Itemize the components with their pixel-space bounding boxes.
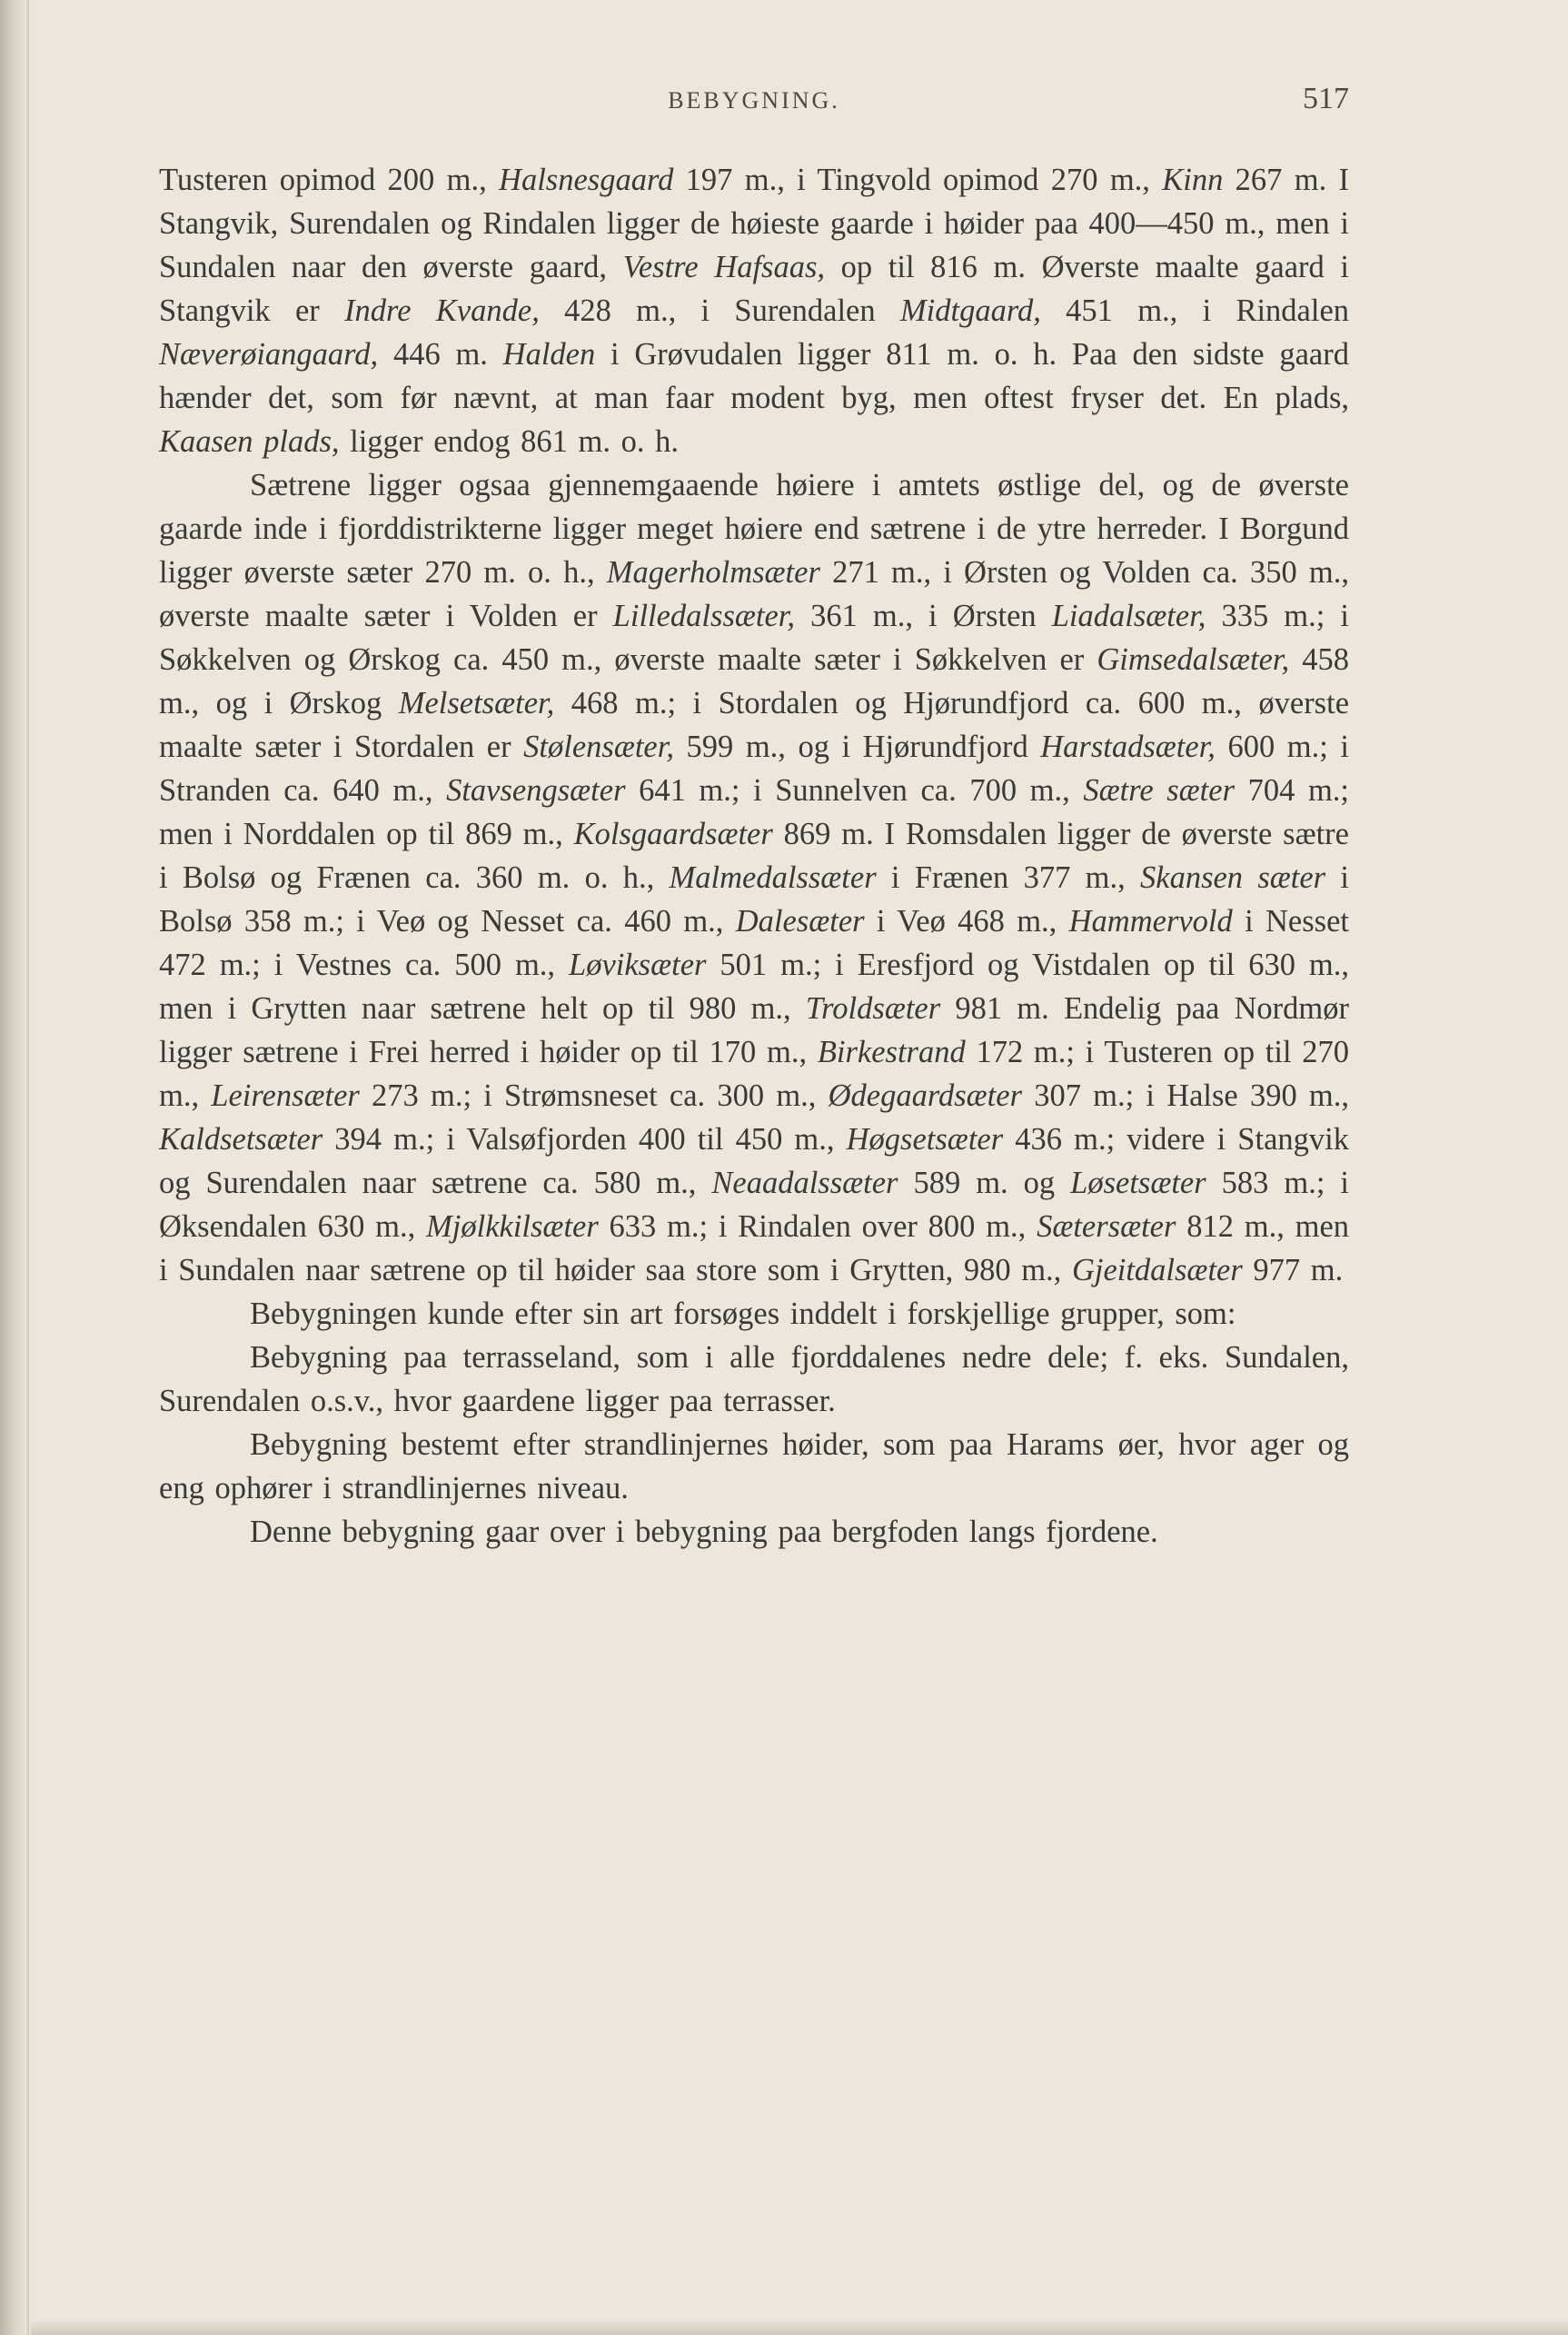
- text-run: i Nesset 472 m.; i Vestnes ca. 500 m.,: [159, 904, 1349, 982]
- italic-place-name: Leirensæter: [211, 1078, 360, 1113]
- text-run: 468 m.; i Stordalen og Hjørundfjord ca. 600 m., øverste maalte sæter i Stordalen er: [159, 686, 1350, 764]
- paragraph: [159, 1292, 1349, 1336]
- paragraph: [159, 158, 1349, 463]
- text-run: 869 m. I Romsdalen ligger de øverste sætre i Bolsø og Frænen ca. 360 m. o. h.,: [159, 817, 1349, 895]
- text-body: [159, 158, 1349, 1554]
- italic-place-name: Løsetsæter: [1070, 1166, 1206, 1200]
- italic-place-name: Høgsetsæter: [846, 1122, 1004, 1157]
- italic-place-name: Halsnesgaard: [499, 163, 674, 197]
- italic-place-name: Gjeitdalsæter: [1071, 1253, 1243, 1287]
- italic-place-name: Indre Kvande,: [344, 293, 540, 328]
- text-run: Bebygningen kunde efter sin art forsøges inddelt i forskjellige grupper, som:: [250, 1297, 1236, 1331]
- text-run: 458 m., og i Ørskog: [159, 642, 1349, 720]
- italic-place-name: Mjølkkilsæter: [426, 1209, 599, 1244]
- italic-place-name: Kaldsetsæter: [159, 1122, 323, 1157]
- text-run: 641 m.; i Sunnelven ca. 700 m.,: [625, 773, 1084, 808]
- italic-place-name: Birkestrand: [817, 1035, 966, 1069]
- italic-place-name: Sætersæter: [1037, 1209, 1176, 1244]
- running-title: BEBYGNING.: [668, 87, 840, 114]
- text-run: Tusteren opimod 200 m.,: [159, 163, 500, 197]
- text-run: 812 m., men i Sundalen naar sætrene op til høider saa store som i Grytten, 980 m.,: [159, 1209, 1350, 1287]
- page-header: [159, 82, 1349, 127]
- text-run: 361 m., i Ørsten: [795, 599, 1052, 633]
- italic-place-name: Melsetsæter,: [398, 686, 555, 720]
- paragraph: [159, 1510, 1349, 1554]
- paragraph: [159, 463, 1349, 1292]
- text-run: Sætrene ligger ogsaa gjennemgaaende høiere i amtets østlige del, og de øverste gaarde inde i fjorddistrikterne ligger meget høiere end sætrene i de ytre herreder. I Borgund ligger øverste sæter 270 m. o. h.,: [159, 468, 1349, 590]
- italic-place-name: Troldsæter: [805, 991, 941, 1026]
- page-number: 517: [1303, 82, 1349, 115]
- paragraph: [159, 1423, 1349, 1510]
- text-run: 633 m.; i Rindalen over 800 m.,: [598, 1209, 1037, 1244]
- text-run: 583 m.; i Øksendalen 630 m.,: [159, 1166, 1349, 1244]
- text-run: 451 m., i Rindalen: [1040, 293, 1350, 328]
- text-run: 589 m. og: [898, 1166, 1071, 1200]
- italic-place-name: Skansen sæter: [1140, 860, 1326, 895]
- italic-place-name: Magerholmsæter: [606, 555, 820, 590]
- text-run: i Frænen 377 m.,: [876, 860, 1140, 895]
- italic-place-name: Halden: [502, 337, 596, 372]
- text-run: 267 m. I Stangvik, Surendalen og Rindalen ligger de høieste gaarde i høider paa 400—450 m., men i Sundalen naar den øverste gaard,: [159, 163, 1349, 284]
- italic-place-name: Dalesæter: [735, 904, 865, 939]
- italic-place-name: Næverøiangaard,: [159, 337, 379, 372]
- text-run: 446 m.: [378, 337, 503, 372]
- page-binding-shadow: [0, 0, 31, 2335]
- text-run: i Bolsø 358 m.; i Veø og Nesset ca. 460 m.,: [159, 860, 1349, 939]
- italic-place-name: Hammervold: [1068, 904, 1233, 939]
- italic-place-name: Harstadsæter,: [1040, 730, 1216, 764]
- text-run: 197 m., i Tingvold opimod 270 m.,: [673, 163, 1163, 197]
- text-run: Bebygning bestemt efter strandlinjernes høider, som paa Harams øer, hvor ager og eng ophører i strandlinjernes niveau.: [159, 1427, 1349, 1505]
- italic-place-name: Sætre sæter: [1083, 773, 1236, 808]
- italic-place-name: Kaasen plads,: [159, 424, 340, 459]
- italic-place-name: Malmedalssæter: [669, 860, 877, 895]
- binding-edge: [27, 0, 29, 2335]
- italic-place-name: Lilledalssæter,: [612, 599, 796, 633]
- text-run: Bebygning paa terrasseland, som i alle fjorddalenes nedre dele; f. eks. Sundalen, Surendalen o.s.v., hvor gaardene ligger paa terrasser.: [159, 1340, 1349, 1418]
- text-run: Denne bebygning gaar over i bebygning paa bergfoden langs fjordene.: [250, 1515, 1158, 1549]
- text-run: ligger endog 861 m. o. h.: [339, 424, 680, 459]
- text-run: 600 m.; i Stranden ca. 640 m.,: [159, 730, 1349, 808]
- page-bottom-edge: [31, 2319, 1568, 2335]
- text-run: 428 m., i Surendalen: [539, 293, 900, 328]
- text-run: 335 m.; i Søkkelven og Ørskog ca. 450 m., øverste maalte sæter i Søkkelven er: [159, 599, 1349, 677]
- text-run: i Veø 468 m.,: [864, 904, 1069, 939]
- text-run: 273 m.; i Strømsneset ca. 300 m.,: [359, 1078, 829, 1113]
- text-run: 394 m.; i Valsøfjorden 400 til 450 m.,: [323, 1122, 847, 1157]
- italic-place-name: Midtgaard,: [899, 293, 1041, 328]
- italic-place-name: Stavsengsæter: [446, 773, 626, 808]
- italic-place-name: Kinn: [1162, 163, 1224, 197]
- italic-place-name: Vestre Hafsaas,: [622, 250, 826, 284]
- italic-place-name: Ødegaardsæter: [828, 1078, 1022, 1113]
- text-run: i Grøvudalen ligger 811 m. o. h. Paa den sidste gaard hænder det, som før nævnt, at man faar modent byg, men oftest fryser det. En plads,: [159, 337, 1349, 415]
- text-run: 599 m., og i Hjørundfjord: [673, 730, 1041, 764]
- italic-place-name: Løviksæter: [569, 948, 707, 982]
- text-run: 981 m. Endelig paa Nordmør ligger sætrene i Frei herred i høider op til 170 m.,: [159, 991, 1349, 1069]
- text-run: 172 m.; i Tusteren op til 270 m.,: [159, 1035, 1350, 1113]
- italic-place-name: Stølensæter,: [523, 730, 674, 764]
- italic-place-name: Kolsgaardsæter: [573, 817, 773, 851]
- text-run: 704 m.; men i Norddalen op til 869 m.,: [159, 773, 1349, 851]
- text-run: 436 m.; videre i Stangvik og Surendalen naar sætrene ca. 580 m.,: [159, 1122, 1349, 1200]
- text-run: 271 m., i Ørsten og Volden ca. 350 m., øverste maalte sæter i Volden er: [159, 555, 1349, 633]
- italic-place-name: Liadalsæter,: [1051, 599, 1206, 633]
- text-run: op til 816 m. Øverste maalte gaard i Stangvik er: [159, 250, 1349, 328]
- paragraph: [159, 1336, 1349, 1423]
- italic-place-name: Neaadalssæter: [711, 1166, 898, 1200]
- text-run: 307 m.; i Halse 390 m.,: [1022, 1078, 1349, 1113]
- italic-place-name: Gimsedalsæter,: [1097, 642, 1290, 677]
- text-run: 977 m.: [1242, 1253, 1344, 1287]
- text-run: 501 m.; i Eresfjord og Vistdalen op til 630 m., men i Grytten naar sætrene helt op til 980 m.,: [159, 948, 1349, 1026]
